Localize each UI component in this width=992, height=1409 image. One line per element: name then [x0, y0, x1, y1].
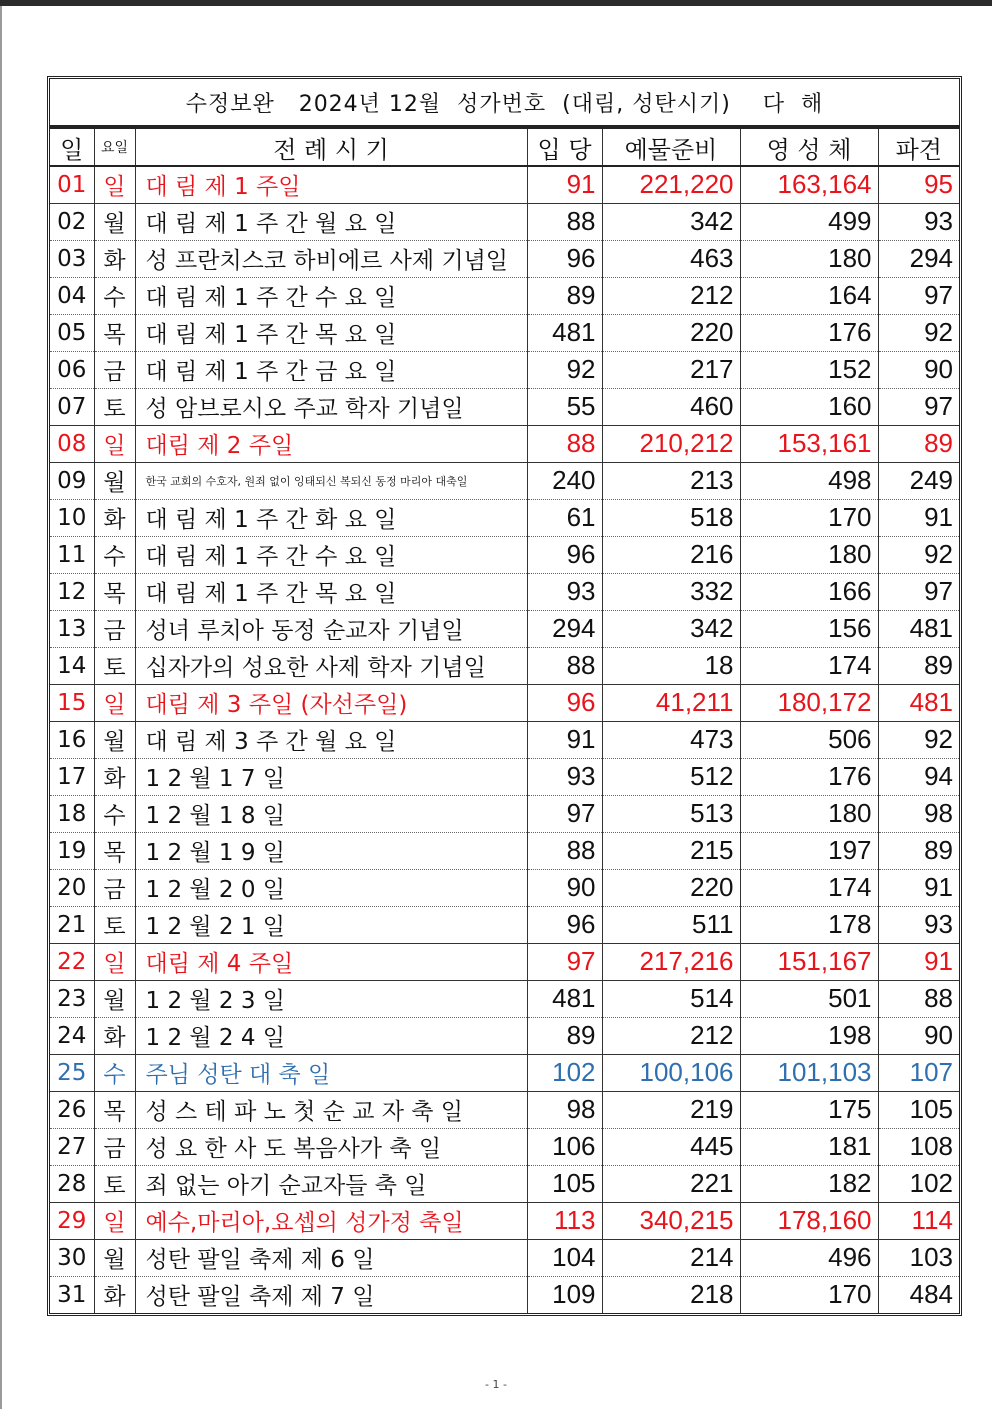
cell-day: 02 — [50, 203, 94, 240]
cell-entrance: 88 — [527, 203, 602, 240]
hymn-table — [50, 129, 959, 1313]
cell-liturgy: 한국 교회의 수호자, 원죄 없이 잉태되신 복되신 동정 마리아 대축일 — [135, 462, 527, 499]
cell-entrance: 91 — [527, 721, 602, 758]
header-offertory: 예물준비 — [602, 129, 740, 166]
page-title: 수정보완 2024년 12월 성가번호 (대림, 성탄시기) 다 해 — [50, 79, 959, 129]
cell-offertory: 518 — [602, 499, 740, 536]
table-row — [50, 684, 959, 721]
cell-dow: 금 — [94, 610, 135, 647]
cell-offertory: 41,211 — [602, 684, 740, 721]
cell-liturgy: 성탄 팔일 축제 제 7 일 — [135, 1276, 527, 1313]
cell-dismissal: 94 — [878, 758, 959, 795]
table-row — [50, 1239, 959, 1276]
cell-liturgy: 성 암브로시오 주교 학자 기념일 — [135, 388, 527, 425]
table-row — [50, 166, 959, 203]
cell-dismissal: 249 — [878, 462, 959, 499]
cell-offertory: 212 — [602, 1017, 740, 1054]
cell-entrance: 90 — [527, 869, 602, 906]
cell-liturgy: 십자가의 성요한 사제 학자 기념일 — [135, 647, 527, 684]
cell-communion: 153,161 — [740, 425, 878, 462]
cell-day: 20 — [50, 869, 94, 906]
cell-day: 12 — [50, 573, 94, 610]
cell-liturgy: 예수,마리아,요셉의 성가정 축일 — [135, 1202, 527, 1239]
cell-dow: 토 — [94, 906, 135, 943]
table-row — [50, 240, 959, 277]
cell-dismissal: 91 — [878, 499, 959, 536]
cell-day: 30 — [50, 1239, 94, 1276]
page-left-edge — [0, 6, 2, 1409]
cell-liturgy: 대 림 제 1 주 간 수 요 일 — [135, 536, 527, 573]
table-row — [50, 721, 959, 758]
cell-dow: 일 — [94, 1202, 135, 1239]
cell-day: 03 — [50, 240, 94, 277]
table-row — [50, 314, 959, 351]
cell-day: 19 — [50, 832, 94, 869]
cell-day: 15 — [50, 684, 94, 721]
cell-dismissal: 98 — [878, 795, 959, 832]
cell-liturgy: 1 2 월 2 3 일 — [135, 980, 527, 1017]
cell-entrance: 104 — [527, 1239, 602, 1276]
header-entrance: 입 당 — [527, 129, 602, 166]
cell-offertory: 219 — [602, 1091, 740, 1128]
cell-liturgy: 대 림 제 1 주일 — [135, 166, 527, 203]
table-row — [50, 1128, 959, 1165]
cell-dismissal: 481 — [878, 610, 959, 647]
cell-entrance: 93 — [527, 758, 602, 795]
table-row — [50, 1091, 959, 1128]
cell-offertory: 100,106 — [602, 1054, 740, 1091]
cell-day: 21 — [50, 906, 94, 943]
cell-dow: 화 — [94, 240, 135, 277]
cell-liturgy: 성 스 테 파 노 첫 순 교 자 축 일 — [135, 1091, 527, 1128]
cell-offertory: 213 — [602, 462, 740, 499]
cell-dismissal: 89 — [878, 832, 959, 869]
cell-dismissal: 90 — [878, 1017, 959, 1054]
cell-day: 17 — [50, 758, 94, 795]
cell-dismissal: 97 — [878, 277, 959, 314]
cell-offertory: 216 — [602, 536, 740, 573]
cell-offertory: 210,212 — [602, 425, 740, 462]
cell-dismissal: 103 — [878, 1239, 959, 1276]
cell-communion: 180,172 — [740, 684, 878, 721]
cell-communion: 496 — [740, 1239, 878, 1276]
cell-dow: 토 — [94, 388, 135, 425]
cell-dismissal: 92 — [878, 314, 959, 351]
cell-entrance: 97 — [527, 943, 602, 980]
cell-entrance: 102 — [527, 1054, 602, 1091]
table-row — [50, 943, 959, 980]
cell-communion: 170 — [740, 1276, 878, 1313]
cell-offertory: 220 — [602, 314, 740, 351]
cell-communion: 101,103 — [740, 1054, 878, 1091]
cell-offertory: 212 — [602, 277, 740, 314]
cell-day: 08 — [50, 425, 94, 462]
cell-dow: 일 — [94, 166, 135, 203]
cell-day: 07 — [50, 388, 94, 425]
cell-entrance: 109 — [527, 1276, 602, 1313]
cell-communion: 166 — [740, 573, 878, 610]
cell-day: 31 — [50, 1276, 94, 1313]
cell-dismissal: 92 — [878, 536, 959, 573]
cell-liturgy: 대 림 제 1 주 간 금 요 일 — [135, 351, 527, 388]
cell-dismissal: 481 — [878, 684, 959, 721]
cell-liturgy: 대 림 제 1 주 간 화 요 일 — [135, 499, 527, 536]
cell-communion: 176 — [740, 758, 878, 795]
cell-day: 06 — [50, 351, 94, 388]
cell-offertory: 342 — [602, 203, 740, 240]
cell-entrance: 105 — [527, 1165, 602, 1202]
cell-dismissal: 484 — [909, 1279, 953, 1310]
cell-day: 29 — [50, 1202, 94, 1239]
cell-offertory: 18 — [602, 647, 740, 684]
cell-entrance: 93 — [527, 573, 602, 610]
cell-day: 04 — [50, 277, 94, 314]
cell-liturgy: 1 2 월 1 8 일 — [135, 795, 527, 832]
cell-entrance: 481 — [527, 314, 602, 351]
hymn-schedule-sheet — [47, 76, 962, 1316]
cell-day: 28 — [50, 1165, 94, 1202]
cell-dow: 수 — [94, 277, 135, 314]
window-top-bar — [0, 0, 992, 6]
cell-liturgy: 대림 제 3 주일 (자선주일) — [135, 684, 527, 721]
cell-dow: 목 — [94, 573, 135, 610]
cell-liturgy: 죄 없는 아기 순교자들 축 일 — [135, 1165, 527, 1202]
cell-offertory: 511 — [602, 906, 740, 943]
cell-day: 14 — [50, 647, 94, 684]
cell-entrance: 106 — [527, 1128, 602, 1165]
cell-entrance: 97 — [527, 795, 602, 832]
table-row — [50, 1054, 959, 1091]
cell-dow: 화 — [94, 1017, 135, 1054]
cell-liturgy: 성 요 한 사 도 복음사가 축 일 — [135, 1128, 527, 1165]
cell-communion: 151,167 — [740, 943, 878, 980]
table-row — [50, 1276, 959, 1313]
cell-communion: 181 — [740, 1128, 878, 1165]
cell-dow: 월 — [94, 462, 135, 499]
cell-liturgy: 대림 제 4 주일 — [135, 943, 527, 980]
cell-day: 16 — [50, 721, 94, 758]
cell-communion: 174 — [740, 869, 878, 906]
cell-day: 22 — [50, 943, 94, 980]
cell-liturgy: 성녀 루치아 동정 순교자 기념일 — [135, 610, 527, 647]
cell-entrance: 55 — [527, 388, 602, 425]
cell-communion: 499 — [740, 203, 878, 240]
cell-dismissal: 89 — [878, 425, 959, 462]
cell-communion: 170 — [740, 499, 878, 536]
cell-dow: 수 — [94, 795, 135, 832]
page-number: - 1 - — [485, 1378, 507, 1391]
cell-communion: 174 — [740, 647, 878, 684]
cell-offertory: 342 — [602, 610, 740, 647]
cell-dismissal: 97 — [878, 388, 959, 425]
cell-dow: 수 — [94, 1054, 135, 1091]
cell-dow: 월 — [94, 1239, 135, 1276]
cell-dow: 화 — [94, 758, 135, 795]
table-row — [50, 1165, 959, 1202]
cell-dismissal: 91 — [878, 943, 959, 980]
cell-day: 09 — [50, 462, 94, 499]
cell-liturgy: 1 2 월 2 0 일 — [135, 869, 527, 906]
cell-offertory: 215 — [602, 832, 740, 869]
cell-communion: 180 — [740, 795, 878, 832]
cell-entrance: 96 — [527, 684, 602, 721]
cell-entrance: 96 — [527, 536, 602, 573]
cell-day: 26 — [50, 1091, 94, 1128]
cell-entrance: 89 — [527, 1017, 602, 1054]
cell-entrance: 61 — [527, 499, 602, 536]
cell-dow: 화 — [94, 1276, 135, 1313]
table-row — [50, 906, 959, 943]
cell-communion: 152 — [740, 351, 878, 388]
cell-offertory: 514 — [602, 980, 740, 1017]
table-row — [50, 1202, 959, 1239]
header-day: 일 — [50, 129, 94, 166]
cell-dow: 금 — [94, 351, 135, 388]
table-row — [50, 277, 959, 314]
cell-liturgy: 성 프란치스코 하비에르 사제 기념일 — [135, 240, 527, 277]
table-row — [50, 462, 959, 499]
cell-dow: 목 — [94, 832, 135, 869]
cell-liturgy: 성탄 팔일 축제 제 6 일 — [135, 1239, 527, 1276]
table-row — [50, 610, 959, 647]
cell-dismissal: 92 — [878, 721, 959, 758]
cell-dow: 화 — [94, 499, 135, 536]
cell-entrance: 96 — [527, 906, 602, 943]
cell-offertory: 460 — [602, 388, 740, 425]
cell-dow: 일 — [94, 425, 135, 462]
cell-dismissal: 105 — [878, 1091, 959, 1128]
cell-dow: 일 — [94, 684, 135, 721]
table-row — [50, 980, 959, 1017]
cell-dismissal: 95 — [878, 166, 959, 203]
cell-day: 13 — [50, 610, 94, 647]
cell-dow: 목 — [94, 314, 135, 351]
cell-day: 24 — [50, 1017, 94, 1054]
cell-liturgy: 1 2 월 2 4 일 — [135, 1017, 527, 1054]
cell-liturgy: 대림 제 2 주일 — [135, 425, 527, 462]
table-row — [50, 758, 959, 795]
cell-communion: 180 — [740, 240, 878, 277]
table-row — [50, 832, 959, 869]
cell-day: 27 — [50, 1128, 94, 1165]
cell-communion: 163,164 — [740, 166, 878, 203]
cell-entrance: 88 — [527, 425, 602, 462]
cell-communion: 175 — [740, 1091, 878, 1128]
table-row — [50, 536, 959, 573]
header-communion: 영 성 체 — [740, 129, 878, 166]
cell-dow: 토 — [94, 1165, 135, 1202]
cell-liturgy: 대 림 제 1 주 간 수 요 일 — [135, 277, 527, 314]
cell-dismissal: 97 — [878, 573, 959, 610]
cell-entrance: 91 — [527, 166, 602, 203]
cell-dow: 금 — [94, 1128, 135, 1165]
cell-offertory: 217,216 — [602, 943, 740, 980]
cell-liturgy: 1 2 월 1 7 일 — [135, 758, 527, 795]
cell-offertory: 221 — [602, 1165, 740, 1202]
cell-day: 11 — [50, 536, 94, 573]
cell-dismissal: 90 — [878, 351, 959, 388]
cell-communion: 501 — [740, 980, 878, 1017]
cell-liturgy: 대 림 제 1 주 간 목 요 일 — [135, 573, 527, 610]
cell-offertory: 332 — [602, 573, 740, 610]
cell-dismissal: 294 — [878, 240, 959, 277]
cell-communion: 506 — [740, 721, 878, 758]
cell-entrance: 240 — [527, 462, 602, 499]
cell-communion: 164 — [740, 277, 878, 314]
cell-dismissal: 93 — [878, 906, 959, 943]
cell-dismissal: 93 — [878, 203, 959, 240]
cell-day: 01 — [50, 166, 94, 203]
header-dow: 요일 — [94, 129, 135, 166]
cell-liturgy: 주님 성탄 대 축 일 — [135, 1054, 527, 1091]
table-row — [50, 388, 959, 425]
cell-day: 25 — [50, 1054, 94, 1091]
cell-dow: 월 — [94, 980, 135, 1017]
cell-day: 23 — [50, 980, 94, 1017]
cell-entrance: 98 — [527, 1091, 602, 1128]
table-row — [50, 869, 959, 906]
cell-liturgy: 1 2 월 2 1 일 — [135, 906, 527, 943]
table-row — [50, 203, 959, 240]
header-dismissal: 파견 — [878, 129, 959, 166]
header-liturgy: 전 례 시 기 — [135, 129, 527, 166]
cell-communion: 198 — [740, 1017, 878, 1054]
cell-entrance: 294 — [527, 610, 602, 647]
cell-communion: 498 — [740, 462, 878, 499]
cell-entrance: 88 — [527, 832, 602, 869]
cell-liturgy: 대 림 제 1 주 간 목 요 일 — [135, 314, 527, 351]
table-row — [50, 499, 959, 536]
cell-liturgy: 대 림 제 1 주 간 월 요 일 — [135, 203, 527, 240]
cell-dismissal: 114 — [878, 1202, 959, 1239]
cell-entrance: 92 — [527, 351, 602, 388]
cell-dismissal: 102 — [878, 1165, 959, 1202]
cell-dow: 수 — [94, 536, 135, 573]
cell-communion: 176 — [740, 314, 878, 351]
cell-offertory: 214 — [602, 1239, 740, 1276]
cell-communion: 156 — [740, 610, 878, 647]
cell-day: 18 — [50, 795, 94, 832]
cell-dow: 월 — [94, 203, 135, 240]
cell-offertory: 463 — [602, 240, 740, 277]
cell-dow: 목 — [94, 1091, 135, 1128]
cell-liturgy: 1 2 월 1 9 일 — [135, 832, 527, 869]
table-row — [50, 351, 959, 388]
cell-dow: 금 — [94, 869, 135, 906]
cell-offertory: 512 — [602, 758, 740, 795]
cell-offertory: 218 — [602, 1276, 740, 1313]
cell-communion: 197 — [740, 832, 878, 869]
cell-dismissal: 89 — [878, 647, 959, 684]
cell-dow: 월 — [94, 721, 135, 758]
cell-offertory: 445 — [602, 1128, 740, 1165]
cell-day: 05 — [50, 314, 94, 351]
cell-communion: 178,160 — [740, 1202, 878, 1239]
cell-entrance: 89 — [527, 277, 602, 314]
cell-offertory: 513 — [602, 795, 740, 832]
cell-dow: 일 — [94, 943, 135, 980]
cell-entrance: 88 — [527, 647, 602, 684]
cell-offertory: 220 — [602, 869, 740, 906]
cell-entrance: 96 — [527, 240, 602, 277]
cell-entrance: 481 — [527, 980, 602, 1017]
table-row — [50, 573, 959, 610]
cell-entrance: 113 — [527, 1202, 602, 1239]
cell-communion: 180 — [740, 536, 878, 573]
cell-offertory: 473 — [602, 721, 740, 758]
cell-dow: 토 — [94, 647, 135, 684]
cell-dismissal: 88 — [878, 980, 959, 1017]
table-row — [50, 647, 959, 684]
cell-communion: 160 — [740, 388, 878, 425]
cell-offertory: 340,215 — [602, 1202, 740, 1239]
table-row — [50, 1017, 959, 1054]
cell-liturgy: 대 림 제 3 주 간 월 요 일 — [135, 721, 527, 758]
cell-dismissal: 108 — [878, 1128, 959, 1165]
cell-dismissal: 91 — [878, 869, 959, 906]
cell-communion: 178 — [740, 906, 878, 943]
cell-offertory: 221,220 — [602, 166, 740, 203]
table-row — [50, 795, 959, 832]
cell-day: 10 — [50, 499, 94, 536]
cell-dismissal: 107 — [878, 1054, 959, 1091]
table-row — [50, 425, 959, 462]
cell-offertory: 217 — [602, 351, 740, 388]
table-header-row — [50, 129, 959, 166]
cell-communion: 182 — [740, 1165, 878, 1202]
